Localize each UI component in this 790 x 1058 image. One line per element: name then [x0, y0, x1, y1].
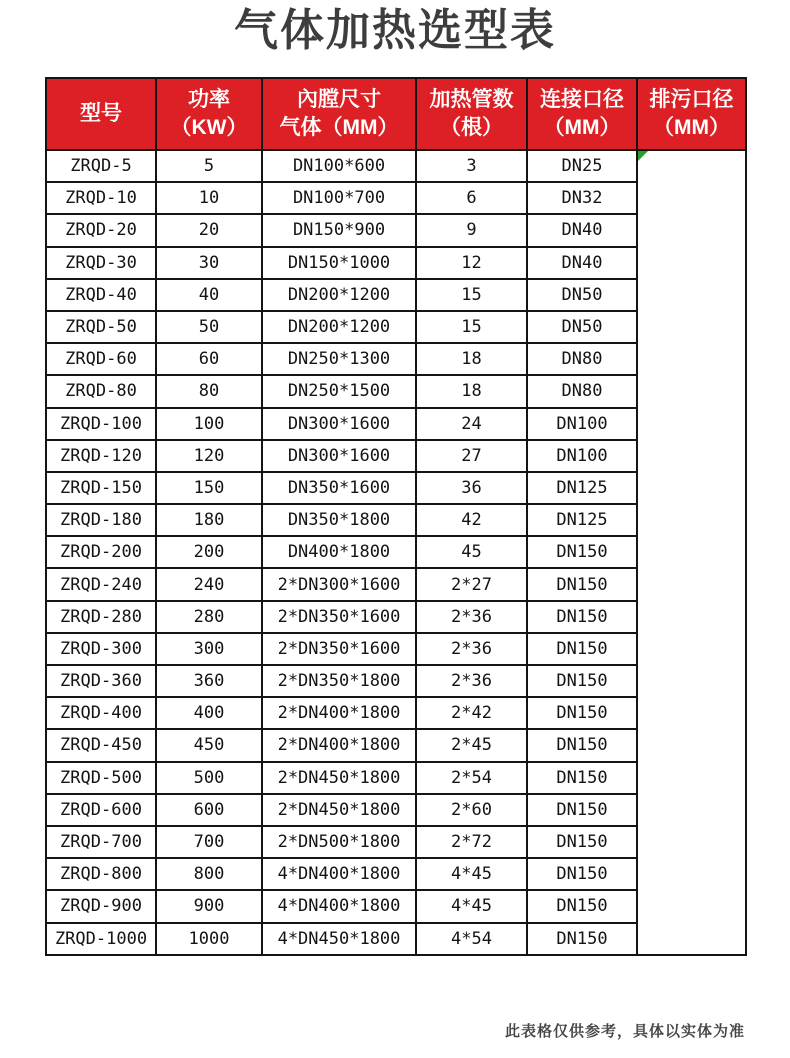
- cell-chamber-size: 4*DN400*1800: [262, 890, 416, 922]
- cell-model: ZRQD-360: [46, 665, 156, 697]
- cell-model: ZRQD-800: [46, 858, 156, 890]
- cell-chamber-size: 2*DN500*1800: [262, 826, 416, 858]
- cell-tube-count: 9: [416, 214, 527, 246]
- cell-connection-diameter: DN125: [527, 504, 637, 536]
- cell-model: ZRQD-500: [46, 762, 156, 794]
- cell-model: ZRQD-900: [46, 890, 156, 922]
- cell-model: ZRQD-5: [46, 150, 156, 182]
- table-header: [46, 78, 746, 150]
- cell-chamber-size: DN150*900: [262, 214, 416, 246]
- table-row: [46, 150, 746, 182]
- cell-connection-diameter: DN40: [527, 247, 637, 279]
- cell-model: ZRQD-280: [46, 601, 156, 633]
- cell-drain-diameter-merged: [637, 150, 746, 955]
- cell-connection-diameter: DN50: [527, 311, 637, 343]
- cell-chamber-size: DN250*1300: [262, 343, 416, 375]
- cell-chamber-size: 4*DN450*1800: [262, 923, 416, 955]
- cell-model: ZRQD-180: [46, 504, 156, 536]
- cell-connection-diameter: DN40: [527, 214, 637, 246]
- cell-tube-count: 2*27: [416, 568, 527, 600]
- cell-power-kw: 1000: [156, 923, 262, 955]
- cell-connection-diameter: DN150: [527, 601, 637, 633]
- cell-chamber-size: 4*DN400*1800: [262, 858, 416, 890]
- cell-tube-count: 2*60: [416, 794, 527, 826]
- cell-power-kw: 5: [156, 150, 262, 182]
- cell-power-kw: 200: [156, 536, 262, 568]
- cell-power-kw: 30: [156, 247, 262, 279]
- cell-tube-count: 2*45: [416, 729, 527, 761]
- cell-chamber-size: DN400*1800: [262, 536, 416, 568]
- column-header-line: 型号: [80, 101, 122, 125]
- cell-chamber-size: 2*DN400*1800: [262, 729, 416, 761]
- cell-chamber-size: DN350*1800: [262, 504, 416, 536]
- spec-table-container: [45, 77, 745, 956]
- cell-power-kw: 500: [156, 762, 262, 794]
- cell-power-kw: 40: [156, 279, 262, 311]
- cell-power-kw: 900: [156, 890, 262, 922]
- cell-tube-count: 2*36: [416, 601, 527, 633]
- cell-power-kw: 20: [156, 214, 262, 246]
- cell-tube-count: 2*54: [416, 762, 527, 794]
- column-header-line: 气体（MM）: [279, 116, 399, 139]
- header-row: [46, 78, 746, 150]
- cell-connection-diameter: DN150: [527, 536, 637, 568]
- cell-tube-count: 42: [416, 504, 527, 536]
- cell-tube-count: 15: [416, 311, 527, 343]
- cell-power-kw: 240: [156, 568, 262, 600]
- cell-model: ZRQD-300: [46, 633, 156, 665]
- cell-tube-count: 4*54: [416, 923, 527, 955]
- cell-tube-count: 45: [416, 536, 527, 568]
- cell-corner-marker-icon: [638, 151, 648, 161]
- cell-model: ZRQD-600: [46, 794, 156, 826]
- cell-model: ZRQD-1000: [46, 923, 156, 955]
- footnote: 此表格仅供参考，具体以实体为准: [504, 1023, 745, 1040]
- cell-chamber-size: 2*DN350*1800: [262, 665, 416, 697]
- cell-connection-diameter: DN150: [527, 633, 637, 665]
- cell-tube-count: 2*42: [416, 697, 527, 729]
- column-header-line: 加热管数: [429, 87, 514, 111]
- column-header-line: 內膛尺寸: [297, 87, 381, 111]
- cell-chamber-size: DN150*1000: [262, 247, 416, 279]
- cell-power-kw: 80: [156, 375, 262, 407]
- cell-chamber-size: 2*DN350*1600: [262, 601, 416, 633]
- cell-model: ZRQD-30: [46, 247, 156, 279]
- cell-model: ZRQD-450: [46, 729, 156, 761]
- cell-tube-count: 4*45: [416, 858, 527, 890]
- cell-model: ZRQD-40: [46, 279, 156, 311]
- cell-power-kw: 450: [156, 729, 262, 761]
- column-header-model: [46, 78, 156, 150]
- column-header-line: （MM）: [543, 116, 621, 139]
- cell-tube-count: 27: [416, 440, 527, 472]
- cell-chamber-size: DN100*600: [262, 150, 416, 182]
- cell-model: ZRQD-400: [46, 697, 156, 729]
- cell-power-kw: 50: [156, 311, 262, 343]
- cell-tube-count: 24: [416, 408, 527, 440]
- cell-tube-count: 2*72: [416, 826, 527, 858]
- page-title: 气体加热选型表: [234, 6, 556, 55]
- cell-power-kw: 150: [156, 472, 262, 504]
- cell-tube-count: 12: [416, 247, 527, 279]
- cell-connection-diameter: DN25: [527, 150, 637, 182]
- cell-model: ZRQD-120: [46, 440, 156, 472]
- cell-power-kw: 10: [156, 182, 262, 214]
- column-header-line: （MM）: [653, 116, 730, 139]
- cell-chamber-size: DN100*700: [262, 182, 416, 214]
- cell-power-kw: 700: [156, 826, 262, 858]
- cell-connection-diameter: DN80: [527, 343, 637, 375]
- cell-model: ZRQD-150: [46, 472, 156, 504]
- cell-connection-diameter: DN80: [527, 375, 637, 407]
- column-header-drain-diameter: [637, 78, 746, 150]
- cell-connection-diameter: DN32: [527, 182, 637, 214]
- cell-connection-diameter: DN150: [527, 890, 637, 922]
- cell-power-kw: 280: [156, 601, 262, 633]
- cell-connection-diameter: DN150: [527, 762, 637, 794]
- cell-tube-count: 2*36: [416, 665, 527, 697]
- cell-chamber-size: 2*DN350*1600: [262, 633, 416, 665]
- column-header-line: （根）: [440, 116, 503, 139]
- cell-model: ZRQD-20: [46, 214, 156, 246]
- column-header-connection-diameter: [527, 78, 637, 150]
- cell-tube-count: 3: [416, 150, 527, 182]
- column-header-line: 功率: [188, 87, 230, 111]
- cell-power-kw: 120: [156, 440, 262, 472]
- cell-power-kw: 360: [156, 665, 262, 697]
- cell-model: ZRQD-100: [46, 408, 156, 440]
- cell-power-kw: 180: [156, 504, 262, 536]
- cell-connection-diameter: DN100: [527, 440, 637, 472]
- cell-model: ZRQD-240: [46, 568, 156, 600]
- cell-power-kw: 600: [156, 794, 262, 826]
- cell-tube-count: 36: [416, 472, 527, 504]
- cell-tube-count: 18: [416, 375, 527, 407]
- cell-chamber-size: 2*DN300*1600: [262, 568, 416, 600]
- cell-power-kw: 400: [156, 697, 262, 729]
- cell-chamber-size: DN350*1600: [262, 472, 416, 504]
- cell-model: ZRQD-700: [46, 826, 156, 858]
- cell-power-kw: 100: [156, 408, 262, 440]
- cell-chamber-size: DN200*1200: [262, 311, 416, 343]
- table-body: [46, 150, 746, 955]
- cell-chamber-size: 2*DN450*1800: [262, 762, 416, 794]
- cell-model: ZRQD-200: [46, 536, 156, 568]
- cell-connection-diameter: DN150: [527, 923, 637, 955]
- cell-chamber-size: DN200*1200: [262, 279, 416, 311]
- cell-connection-diameter: DN150: [527, 665, 637, 697]
- cell-tube-count: 15: [416, 279, 527, 311]
- cell-connection-diameter: DN150: [527, 697, 637, 729]
- cell-connection-diameter: DN50: [527, 279, 637, 311]
- cell-connection-diameter: DN150: [527, 568, 637, 600]
- cell-tube-count: 2*36: [416, 633, 527, 665]
- cell-chamber-size: 2*DN450*1800: [262, 794, 416, 826]
- column-header-power-kw: [156, 78, 262, 150]
- cell-model: ZRQD-10: [46, 182, 156, 214]
- cell-power-kw: 300: [156, 633, 262, 665]
- cell-connection-diameter: DN100: [527, 408, 637, 440]
- cell-power-kw: 60: [156, 343, 262, 375]
- cell-connection-diameter: DN150: [527, 794, 637, 826]
- cell-model: ZRQD-50: [46, 311, 156, 343]
- column-header-line: 排污口径: [649, 87, 734, 111]
- cell-chamber-size: DN300*1600: [262, 408, 416, 440]
- column-header-line: 连接口径: [540, 87, 624, 111]
- cell-connection-diameter: DN125: [527, 472, 637, 504]
- cell-chamber-size: DN300*1600: [262, 440, 416, 472]
- cell-power-kw: 800: [156, 858, 262, 890]
- cell-model: ZRQD-60: [46, 343, 156, 375]
- cell-tube-count: 6: [416, 182, 527, 214]
- cell-tube-count: 18: [416, 343, 527, 375]
- cell-connection-diameter: DN150: [527, 729, 637, 761]
- cell-connection-diameter: DN150: [527, 858, 637, 890]
- cell-connection-diameter: DN150: [527, 826, 637, 858]
- column-header-line: （KW）: [170, 116, 248, 139]
- column-header-chamber-size: [262, 78, 416, 150]
- column-header-tube-count: [416, 78, 527, 150]
- cell-tube-count: 4*45: [416, 890, 527, 922]
- cell-model: ZRQD-80: [46, 375, 156, 407]
- cell-chamber-size: 2*DN400*1800: [262, 697, 416, 729]
- cell-chamber-size: DN250*1500: [262, 375, 416, 407]
- gas-heating-spec-table: [45, 77, 747, 956]
